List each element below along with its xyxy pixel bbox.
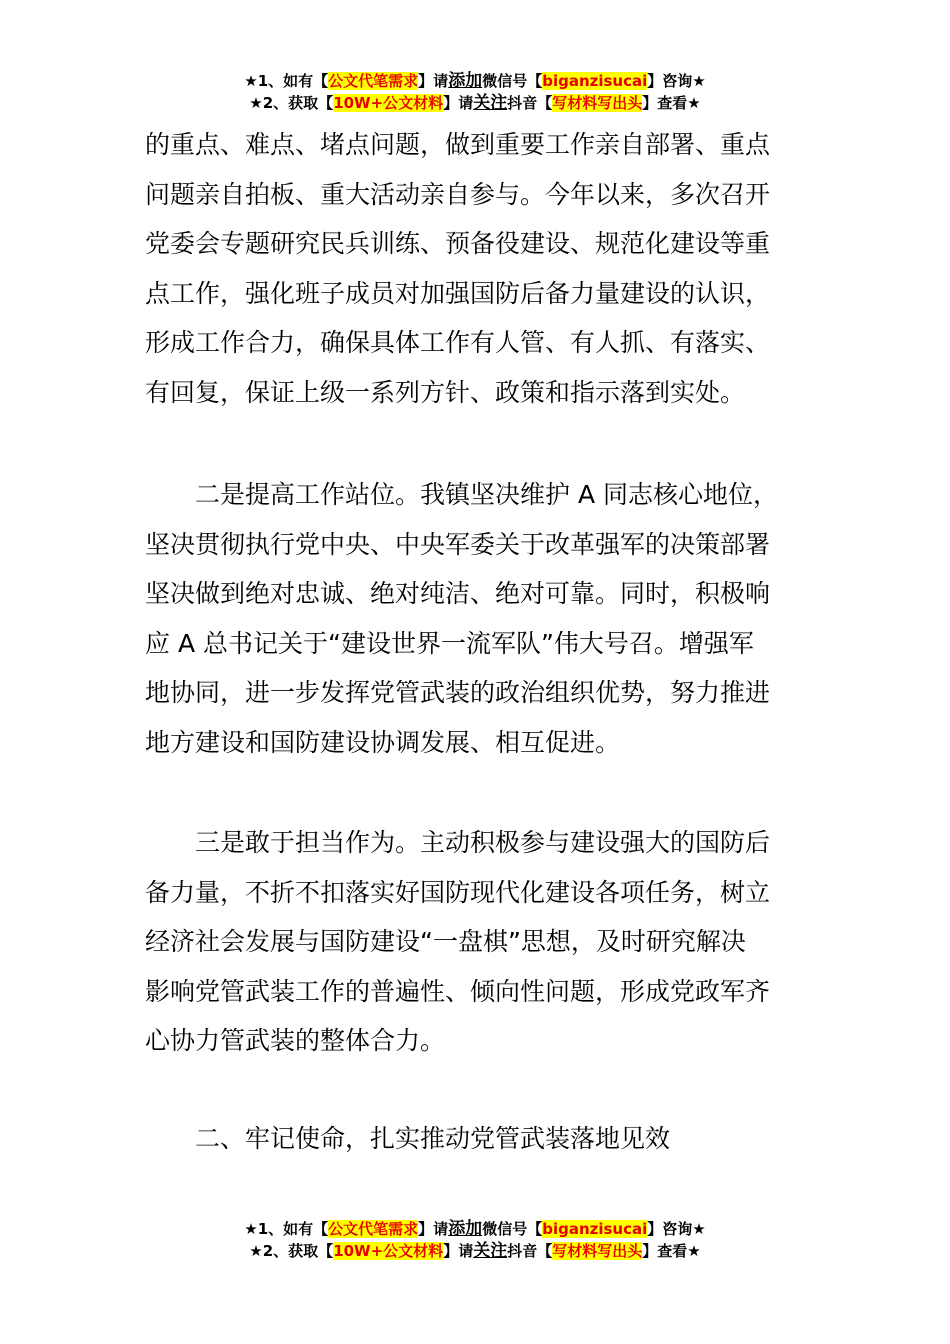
paragraph-2 bbox=[145, 470, 809, 767]
text-line: 心协力管武装的整体合力。 bbox=[145, 1026, 446, 1055]
text-line: 点工作，强化班子成员对加强国防后备力量建设的认识， bbox=[145, 278, 771, 308]
banner-highlight: biganzisucai bbox=[542, 1220, 648, 1238]
text-line: 的重点、难点、堵点问题，做到重要工作亲自部署、重点 bbox=[145, 130, 771, 159]
text-line: 应 A 总书记关于“建设世界一流军队”伟大号召。增强军 bbox=[145, 628, 754, 658]
section-heading bbox=[145, 1114, 809, 1164]
banner-line-1: ★1、如有【公文代笔需求】请添加微信号【biganzisucai】咨询★ bbox=[244, 71, 706, 91]
banner-highlight: 10W+公文材料 bbox=[333, 94, 444, 112]
banner-line-2: ★2、获取【10W+公文材料】请关注抖音【写材料写出头】查看★ bbox=[249, 93, 701, 113]
text-line: 地方建设和国防建设协调发展、相互促进。 bbox=[145, 727, 621, 757]
text-line: 形成工作合力，确保具体工作有人管、有人抓、有落实、 bbox=[145, 328, 771, 357]
header-banner bbox=[0, 70, 950, 114]
banner-highlight: 写材料写出头 bbox=[552, 1242, 643, 1260]
paragraph-1 bbox=[145, 120, 809, 417]
banner-highlight: 公文代笔需求 bbox=[328, 1220, 419, 1238]
text-line: 三是敢于担当作为。主动积极参与建设强大的国防后 bbox=[145, 828, 771, 857]
text-line: 坚决贯彻执行党中央、中央军委关于改革强军的决策部署 bbox=[145, 529, 771, 559]
text-line: 党委会专题研究民兵训练、预备役建设、规范化建设等重 bbox=[145, 229, 771, 258]
text-line: 地协同，进一步发挥党管武装的政治组织优势，努力推进 bbox=[145, 678, 771, 707]
banner-highlight: biganzisucai bbox=[542, 72, 648, 90]
text-line: 有回复，保证上级一系列方针、政策和指示落到实处。 bbox=[145, 377, 746, 407]
text-line: 二是提高工作站位。我镇坚决维护 A 同志核心地位， bbox=[145, 480, 778, 509]
text-line: 影响党管武装工作的普遍性、倾向性问题，形成党政军齐 bbox=[145, 976, 771, 1006]
paragraph-3 bbox=[145, 818, 809, 1066]
text-line: 问题亲自拍板、重大活动亲自参与。今年以来，多次召开 bbox=[145, 179, 771, 209]
text-line: 备力量，不折不扣落实好国防现代化建设各项任务，树立 bbox=[145, 877, 771, 907]
banner-line-1: ★1、如有【公文代笔需求】请添加微信号【biganzisucai】咨询★ bbox=[244, 1219, 706, 1239]
text-line: 坚决做到绝对忠诚、绝对纯洁、绝对可靠。同时，积极响 bbox=[145, 579, 771, 608]
banner-highlight: 公文代笔需求 bbox=[328, 72, 419, 90]
heading-text: 二、牢记使命，扎实推动党管武装落地见效 bbox=[145, 1124, 671, 1153]
footer-banner bbox=[0, 1218, 950, 1262]
text-line: 经济社会发展与国防建设“一盘棋”思想，及时研究解决 bbox=[145, 927, 746, 956]
banner-line-2: ★2、获取【10W+公文材料】请关注抖音【写材料写出头】查看★ bbox=[249, 1241, 701, 1261]
banner-highlight: 10W+公文材料 bbox=[333, 1242, 444, 1260]
banner-highlight: 写材料写出头 bbox=[552, 94, 643, 112]
